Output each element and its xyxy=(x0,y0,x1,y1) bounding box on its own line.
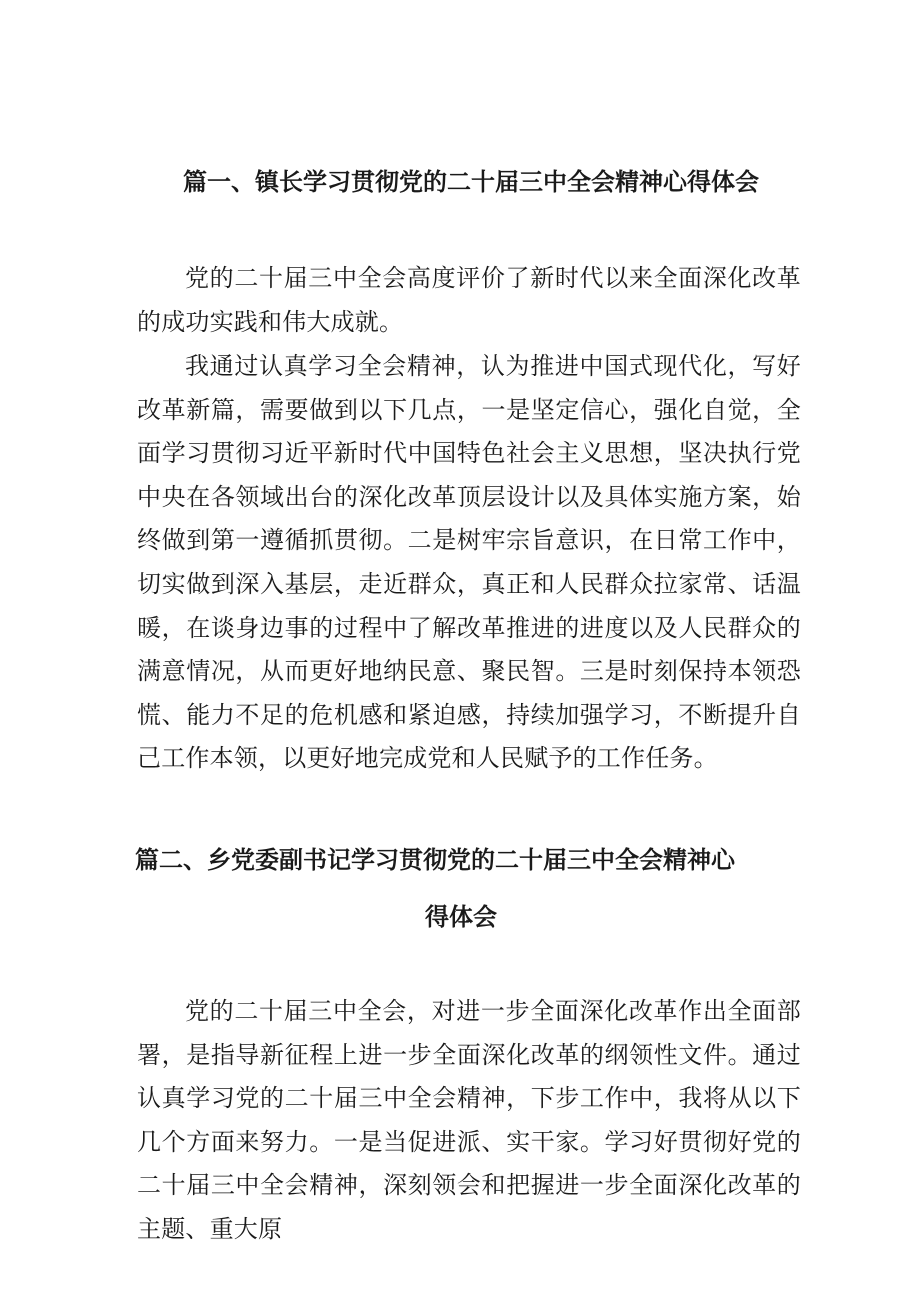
section-1-paragraph-1: 党的二十届三中全会高度评价了新时代以来全面深化改革的成功实践和伟大成就。 xyxy=(137,264,801,336)
section-2-title-line-1: 篇二、乡党委副书记学习贯彻党的二十届三中全会精神心 xyxy=(135,846,735,874)
section-2-title-line-2: 得体会 xyxy=(425,903,497,931)
section-1-title: 篇一、镇长学习贯彻党的二十届三中全会精神心得体会 xyxy=(183,168,759,196)
section-1-paragraph-2: 我通过认真学习全会精神，认为推进中国式现代化，写好改革新篇，需要做到以下几点，一是坚定信心，强化自觉，全面学习贯彻习近平新时代中国特色社会主义思想，坚决执行党中央在各领域出台的深化改革顶层设计以及具体实施方案，始终做到第一遵循抓贯彻。二是树牢宗旨意识，在日常工作中，切实做到深入基层，走近群众，真正和人民群众拉家常、话温暖，在谈身边事的过程中了解改革推进的进度以及人民群众的满意情况，从而更好地纳民意、聚民智。三是时刻保持本领恐慌、能力不足的危机感和紧迫感，持续加强学习，不断提升自己工作本领，以更好地完成党和人民赋予的工作任务。 xyxy=(137,352,801,773)
section-2-paragraph-1: 党的二十届三中全会，对进一步全面深化改革作出全面部署，是指导新征程上进一步全面深化改革的纲领性文件。通过认真学习党的二十届三中全会精神，下步工作中，我将从以下几个方面来努力。一是当促进派、实干家。学习好贯彻好党的二十届三中全会精神，深刻领会和把握进一步全面深化改革的主题、重大原 xyxy=(137,997,801,1243)
